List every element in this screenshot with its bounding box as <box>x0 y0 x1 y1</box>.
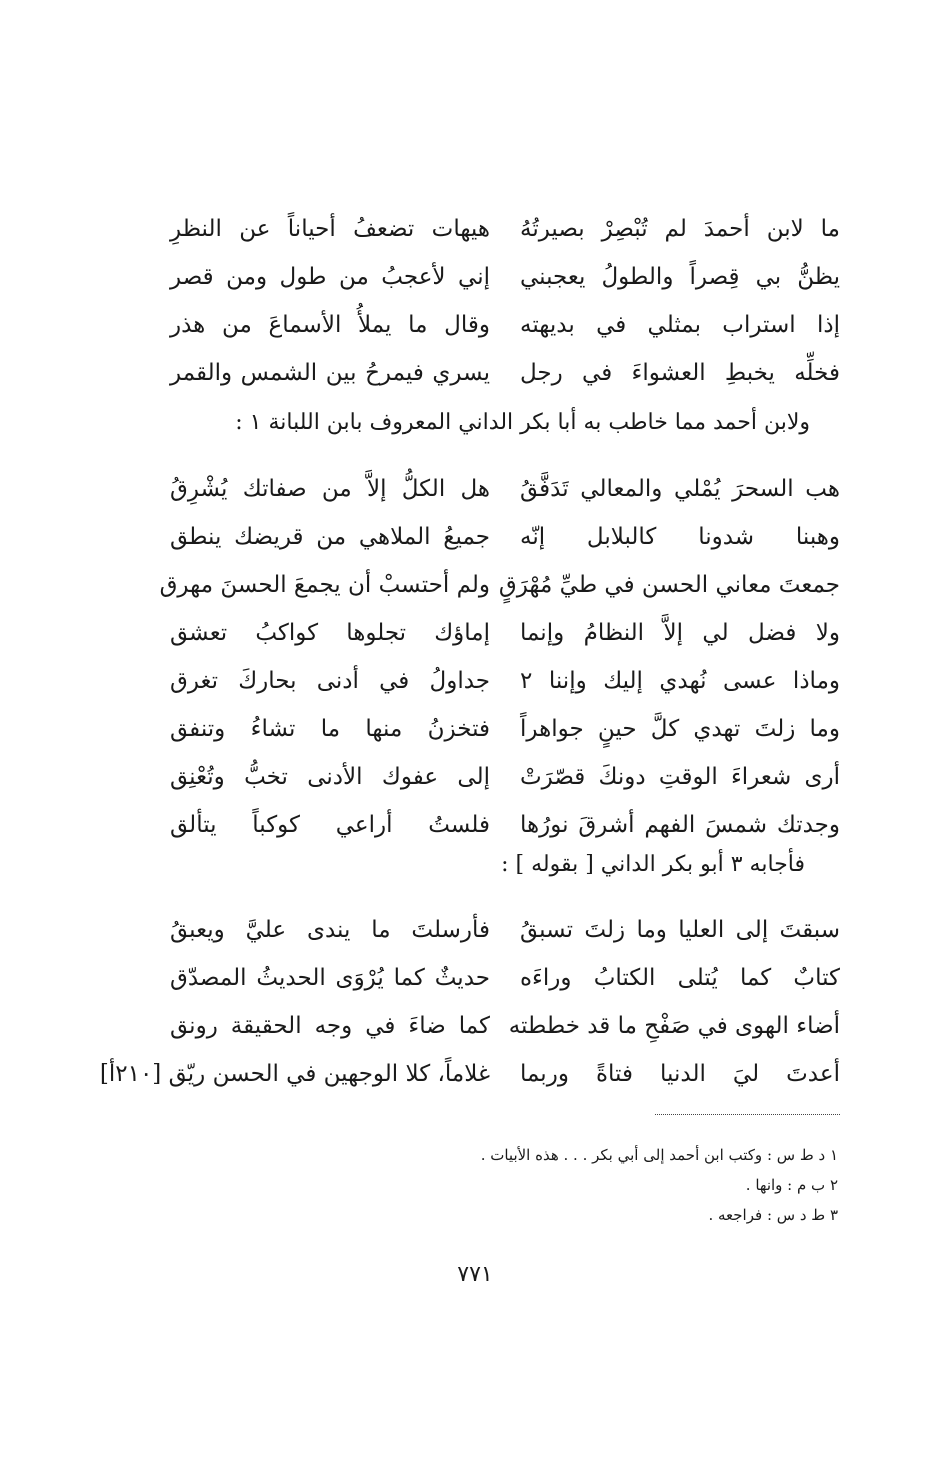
verse-second-hemistich: جداولُ في أدنى بحاركَ تغرق <box>170 668 490 694</box>
verse-line <box>170 465 840 513</box>
verse-first-hemistich: أعدتَ ليَ الدنيا فتاةً وربما <box>520 1061 840 1087</box>
footnotes <box>481 1140 838 1230</box>
verse-first-hemistich: أضاء الهوى في صَفْحِ ما قد خططته <box>508 1013 840 1039</box>
verse-first-hemistich: إذا استراب بمثلي في بديهته <box>520 312 840 338</box>
poem-stanza-3 <box>99 906 840 1098</box>
verse-first-hemistich: أرى شعراءَ الوقتِ دونكَ قصّرَتْ <box>520 764 840 790</box>
verse-first-hemistich: ما لابن أحمدَ لم تُبْصِرْ بصيرتُهُ <box>520 216 840 242</box>
verse-line <box>170 705 840 753</box>
footnote: ٢ ب م : وانها . <box>745 1176 838 1194</box>
intro-line: ولابن أحمد مما خاطب به أبا بكر الداني المعروف بابن اللبانة ١ : <box>235 410 810 435</box>
verse-first-hemistich: كتابٌ كما يُتلى الكتابُ وراءَه <box>520 965 840 991</box>
verse-second-hemistich: فلستُ أراعي كوكباً يتألق <box>170 812 490 838</box>
verse-line <box>170 205 840 253</box>
verse-first-hemistich: وما زلتَ تهدي كلَّ حينٍ جواهراً <box>520 716 840 742</box>
verse-second-hemistich: هيهات تضعفُ أحياناً عن النظرِ <box>170 216 490 242</box>
verse-line <box>170 301 840 349</box>
verse-line <box>170 1002 840 1050</box>
verse-second-hemistich: ولم أحتسبْ أن يجمعَ الحسنَ مهرق <box>159 572 490 598</box>
verse-line <box>170 349 840 397</box>
verse-line <box>170 801 840 849</box>
verse-second-hemistich: غلاماً، كلا الوجهين في الحسن ريّق [٢١٠أ] <box>99 1061 490 1087</box>
verse-line <box>99 1050 840 1098</box>
verse-first-hemistich: هب السحرَ يُمْلي والمعالي تَدَفَّقُ <box>520 476 840 502</box>
verse-first-hemistich: وهبنا شدونا كالبلابل إنّه <box>520 524 840 550</box>
verse-second-hemistich: فأرسلتَ ما يندى عليَّ ويعبقُ <box>170 917 490 943</box>
verse-line <box>170 906 840 954</box>
verse-second-hemistich: هل الكلُّ إلاَّ من صفاتك يُشْرِقُ <box>170 476 490 502</box>
verse-line <box>170 513 840 561</box>
verse-second-hemistich: كما ضاءَ في وجه الحقيقة رونق <box>170 1013 490 1039</box>
poem-stanza-1 <box>170 205 840 397</box>
footnote-separator <box>655 1114 840 1115</box>
verse-line <box>170 954 840 1002</box>
verse-second-hemistich: يسري فيمرحُ بين الشمس والقمر <box>170 360 490 386</box>
verse-first-hemistich: سبقتَ إلى العليا وما زلتَ تسبقُ <box>520 917 840 943</box>
footnote: ٣ ط د س : فراجعه . <box>708 1206 838 1224</box>
verse-first-hemistich: يظنُّ بي قِصراً والطولُ يعجبني <box>520 264 840 290</box>
verse-line <box>170 657 840 705</box>
verse-first-hemistich: وجدتك شمسَ الفهم أشرقَ نورُها <box>520 812 840 838</box>
verse-second-hemistich: إماؤك تجلوها كواكبُ تعشق <box>170 620 490 646</box>
verse-second-hemistich: وقال ما يملأُ الأسماعَ من هذر <box>170 312 490 338</box>
verse-line <box>159 561 840 609</box>
page-number: ٧٧١ <box>457 1262 493 1287</box>
footnote: ١ د ط س : وكتب ابن أحمد إلى أبي بكر . . . هذه الأبيات . <box>480 1146 838 1164</box>
verse-second-hemistich: حديثٌ كما يُرْوَى الحديثُ المصدّق <box>170 965 490 991</box>
verse-first-hemistich: فخلِّه يخبطِ العشواءَ في رجل <box>520 360 840 386</box>
verse-second-hemistich: إني لأعجبُ من طول ومن قصر <box>170 264 490 290</box>
verse-second-hemistich: جميعُ الملاهي من قريضك ينطق <box>170 524 490 550</box>
verse-line <box>170 253 840 301</box>
verse-line <box>170 609 840 657</box>
verse-first-hemistich: وماذا عسى نُهدي إليك وإننا ٢ <box>520 668 840 694</box>
poem-stanza-2 <box>159 465 840 849</box>
intro-line: فأجابه ٣ أبو بكر الداني [ بقوله ] : <box>501 852 805 877</box>
verse-first-hemistich: جمعتَ معاني الحسن في طيِّ مُهْرَقٍ <box>498 572 840 598</box>
verse-first-hemistich: ولا فضل لي إلاَّ النظامُ وإنما <box>520 620 840 646</box>
verse-second-hemistich: فتخزنُ منها ما تشاءُ وتنفق <box>170 716 490 742</box>
verse-second-hemistich: إلى عفوك الأدنى تخبُّ وتُعْنِق <box>170 764 490 790</box>
verse-line <box>170 753 840 801</box>
